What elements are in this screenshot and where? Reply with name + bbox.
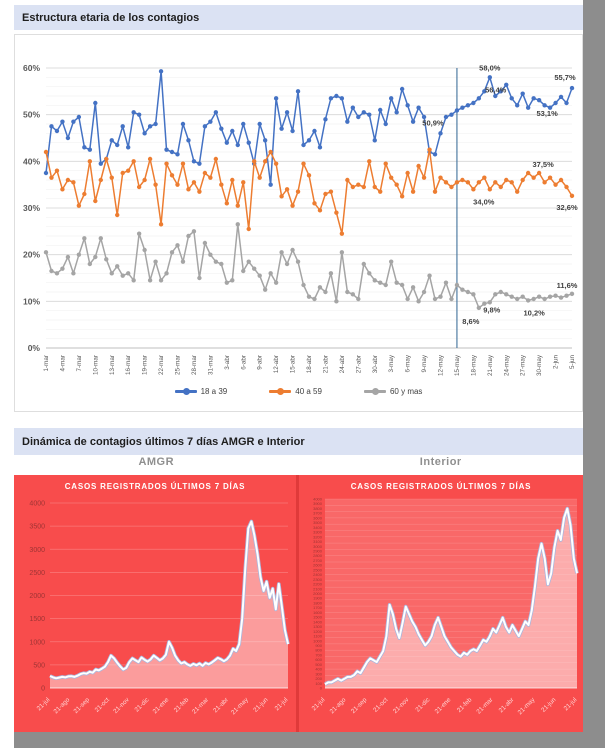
age-structure-chart-svg — [15, 35, 582, 411]
y-tick-label: 1500 — [29, 616, 45, 624]
y-tick-label-illegible: 4000 — [313, 496, 322, 502]
data-annotation: 58,0% — [479, 63, 501, 73]
x-tick-label: 12-may — [437, 355, 445, 376]
y-tick-label: 20% — [22, 249, 40, 260]
x-tick-label: 21-oct — [93, 696, 111, 714]
x-tick-label: 2-jun — [552, 355, 560, 370]
y-tick-label-illegible: 400 — [315, 666, 322, 672]
y-tick-label-illegible: 100 — [315, 680, 322, 686]
y-tick-label-illegible: 2500 — [313, 567, 322, 573]
x-tick-label: 6-abr — [240, 355, 248, 370]
data-annotation: 55,7% — [554, 73, 576, 83]
x-tick-label: 21-abr — [497, 696, 516, 715]
y-tick-label-illegible: 2700 — [313, 557, 322, 563]
x-tick-label: 12-abr — [273, 355, 281, 374]
y-tick-label: 4000 — [29, 500, 45, 508]
data-annotation: 34,0% — [473, 197, 495, 207]
x-tick-label: 5-jun — [569, 355, 576, 370]
x-tick-label: 19-mar — [141, 355, 149, 375]
y-tick-label-illegible: 3000 — [313, 543, 322, 549]
legend-item-18-a-39 — [175, 387, 228, 396]
y-tick-label-illegible: 1500 — [313, 614, 322, 620]
y-tick-label: 50% — [22, 109, 40, 120]
x-tick-label: 18-abr — [306, 355, 313, 374]
x-tick-label: 28-mar — [190, 355, 198, 375]
x-tick-label: 9-abr — [256, 355, 264, 370]
x-tick-label: 21-may — [229, 696, 250, 717]
x-tick-label: 24-abr — [338, 355, 346, 374]
x-tick-label: 21-ago — [52, 696, 72, 716]
x-tick-label: 22-mar — [158, 355, 166, 375]
x-tick-label: 25-mar — [174, 355, 182, 375]
y-tick-label: 10% — [22, 296, 40, 307]
amgr-chart-panel — [14, 475, 296, 732]
y-tick-label: 2500 — [29, 569, 45, 577]
x-tick-label: 21-ago — [328, 696, 348, 716]
x-tick-label: 7-mar — [75, 355, 83, 372]
y-tick-label-illegible: 3100 — [313, 539, 322, 545]
y-tick-label: 0 — [41, 685, 45, 693]
x-tick-label: 21-abr — [212, 696, 230, 715]
x-tick-label: 21-jul — [273, 696, 290, 713]
y-tick-label: 2000 — [29, 593, 45, 600]
red-chart-title: CASOS REGISTRADOS ÚLTIMOS 7 DÍAS — [64, 482, 246, 491]
legend-dot-marker — [372, 388, 379, 395]
x-tick-label: 27-may — [519, 355, 527, 376]
y-tick-label-illegible: 1100 — [313, 633, 322, 639]
y-tick-label-illegible: 1200 — [313, 628, 322, 634]
interior-column-label: Interior — [419, 456, 462, 468]
x-tick-label: 21-may — [516, 696, 537, 717]
series-60-y-mas — [44, 222, 574, 310]
section1-title: Estructura etaria de los contagios — [22, 11, 200, 24]
x-tick-label: 21-jul — [35, 696, 52, 713]
red-chart-title: CASOS REGISTRADOS ÚLTIMOS 7 DÍAS — [350, 482, 532, 491]
y-tick-label: 500 — [33, 662, 45, 670]
amgr-chart-svg — [14, 475, 296, 732]
y-tick-label-illegible: 1800 — [313, 600, 322, 606]
section2-header — [14, 428, 583, 455]
x-tick-label: 6-may — [404, 355, 412, 373]
x-tick-label: 15-may — [453, 355, 461, 376]
area-fill — [50, 522, 288, 689]
y-tick-label-illegible: 2100 — [313, 586, 322, 592]
x-tick-label: 13-mar — [108, 355, 116, 375]
x-tick-label: 30-abr — [371, 355, 379, 374]
y-tick-label-illegible: 900 — [315, 642, 322, 648]
legend-label: 60 y mas — [389, 387, 423, 396]
y-tick-label-illegible: 700 — [315, 652, 322, 658]
y-tick-label-illegible: 3900 — [313, 501, 322, 507]
x-tick-label: 21-dic — [414, 696, 432, 714]
x-tick-label: 21-jul — [562, 696, 579, 713]
section2-title: Dinámica de contagios últimos 7 días AMGR e Interior — [22, 435, 305, 448]
data-annotation: 11,6% — [556, 280, 578, 290]
legend-item-40-a-59 — [269, 387, 322, 396]
data-annotation: 32,6% — [556, 202, 578, 212]
data-annotation: 56,4% — [485, 85, 507, 95]
x-tick-label: 21-ene — [433, 696, 453, 716]
y-tick-label-illegible: 2800 — [313, 553, 322, 559]
seven-day-charts-row — [14, 475, 583, 732]
legend-line-marker — [175, 390, 197, 393]
legend-dot-marker — [183, 388, 190, 395]
x-tick-label: 21-feb — [172, 696, 191, 715]
y-tick-label-illegible: 500 — [315, 661, 322, 667]
y-tick-label: 1000 — [29, 639, 45, 647]
x-tick-label: 1-mar — [43, 355, 50, 372]
y-tick-label-illegible: 2900 — [313, 548, 322, 554]
x-tick-label: 18-may — [470, 355, 478, 376]
data-annotation: 50,9% — [422, 118, 444, 128]
y-tick-label: 3000 — [29, 546, 45, 554]
y-tick-label-illegible: 1700 — [313, 605, 322, 611]
x-tick-label: 16-mar — [125, 355, 133, 375]
legend-label: 18 a 39 — [200, 387, 228, 396]
x-tick-label: 21-may — [486, 355, 494, 376]
age-structure-chart — [14, 34, 583, 412]
x-tick-label: 24-may — [503, 355, 511, 376]
x-tick-label: 21-nov — [391, 696, 411, 716]
x-tick-label: 4-mar — [59, 355, 67, 372]
data-annotation: 8,6% — [462, 316, 480, 326]
y-tick-label: 0% — [27, 343, 40, 353]
y-tick-label-illegible: 3400 — [313, 524, 322, 530]
y-tick-label-illegible: 1600 — [313, 609, 322, 615]
x-tick-label: 21-oct — [372, 696, 390, 714]
y-tick-label-illegible: 1000 — [313, 638, 322, 644]
y-tick-label: 60% — [22, 63, 40, 73]
y-tick-label-illegible: 300 — [315, 671, 322, 677]
x-tick-label: 21-abr — [322, 355, 330, 374]
y-tick-label-illegible: 2000 — [313, 591, 322, 596]
y-tick-label-illegible: 3800 — [313, 505, 322, 511]
x-tick-label: 3-may — [388, 355, 396, 373]
interior-chart-panel — [299, 475, 583, 732]
y-tick-label: 30% — [22, 203, 40, 213]
bottom-gray-strip — [14, 732, 583, 748]
data-annotation: 10,2% — [523, 308, 545, 318]
y-tick-label-illegible: 1300 — [313, 624, 322, 630]
legend-label: 40 a 59 — [295, 387, 322, 396]
y-tick-label: 40% — [22, 156, 40, 167]
x-tick-label: 30-may — [536, 355, 544, 376]
y-tick-label-illegible: 2400 — [313, 572, 322, 578]
series-40-a-59 — [44, 147, 574, 235]
x-tick-label: 21-dic — [133, 696, 151, 714]
x-tick-label: 10-mar — [92, 355, 100, 375]
y-tick-label-illegible: 2200 — [313, 581, 322, 587]
data-annotation: 9,8% — [483, 305, 501, 315]
x-tick-label: 21-jun — [540, 696, 558, 714]
x-tick-label: 21-mar — [191, 696, 211, 716]
amgr-column-label: AMGR — [138, 456, 175, 468]
y-tick-label-illegible: 800 — [315, 647, 322, 653]
y-tick-label-illegible: 1900 — [313, 595, 322, 601]
x-tick-label: 21-mar — [475, 696, 495, 716]
x-tick-label: 31-mar — [207, 355, 215, 375]
y-tick-label-illegible: 3300 — [313, 529, 322, 535]
y-tick-label-illegible: 600 — [315, 657, 322, 663]
x-tick-label: 21-jun — [252, 696, 270, 714]
y-tick-label: 3500 — [29, 523, 45, 531]
data-annotation: 37,5% — [532, 160, 554, 169]
y-tick-label-illegible: 200 — [315, 676, 322, 682]
y-tick-label-illegible: 2600 — [313, 562, 322, 568]
x-tick-label: 3-abr — [223, 355, 231, 370]
x-tick-label: 15-abr — [289, 355, 297, 374]
section1-header — [14, 5, 583, 30]
y-tick-label-illegible: 0 — [319, 685, 322, 691]
x-tick-label: 21-sep — [349, 696, 369, 716]
data-annotation: 53,1% — [536, 109, 558, 119]
legend-dot-marker — [277, 388, 284, 395]
x-tick-label: 21-nov — [112, 696, 131, 716]
interior-chart-svg — [299, 475, 583, 732]
y-tick-label-illegible: 3200 — [313, 534, 322, 540]
legend-item-60-y-mas — [364, 387, 422, 396]
x-tick-label: 27-abr — [355, 355, 363, 374]
y-tick-label-illegible: 3600 — [313, 515, 322, 521]
legend-line-marker — [269, 390, 291, 393]
y-tick-label-illegible: 3500 — [313, 520, 322, 526]
age-structure-legend — [15, 387, 582, 396]
y-tick-label-illegible: 2300 — [313, 576, 322, 582]
x-tick-label: 21-ene — [151, 696, 171, 716]
x-tick-label: 9-may — [421, 355, 429, 373]
legend-line-marker — [364, 390, 386, 393]
x-tick-label: 21-jul — [310, 696, 327, 713]
y-tick-label-illegible: 1400 — [313, 619, 322, 625]
right-gray-strip — [583, 0, 605, 748]
y-tick-label-illegible: 3700 — [313, 510, 322, 516]
x-tick-label: 21-feb — [455, 696, 474, 715]
x-tick-label: 21-sep — [72, 696, 92, 716]
region-column-titles — [14, 456, 583, 474]
